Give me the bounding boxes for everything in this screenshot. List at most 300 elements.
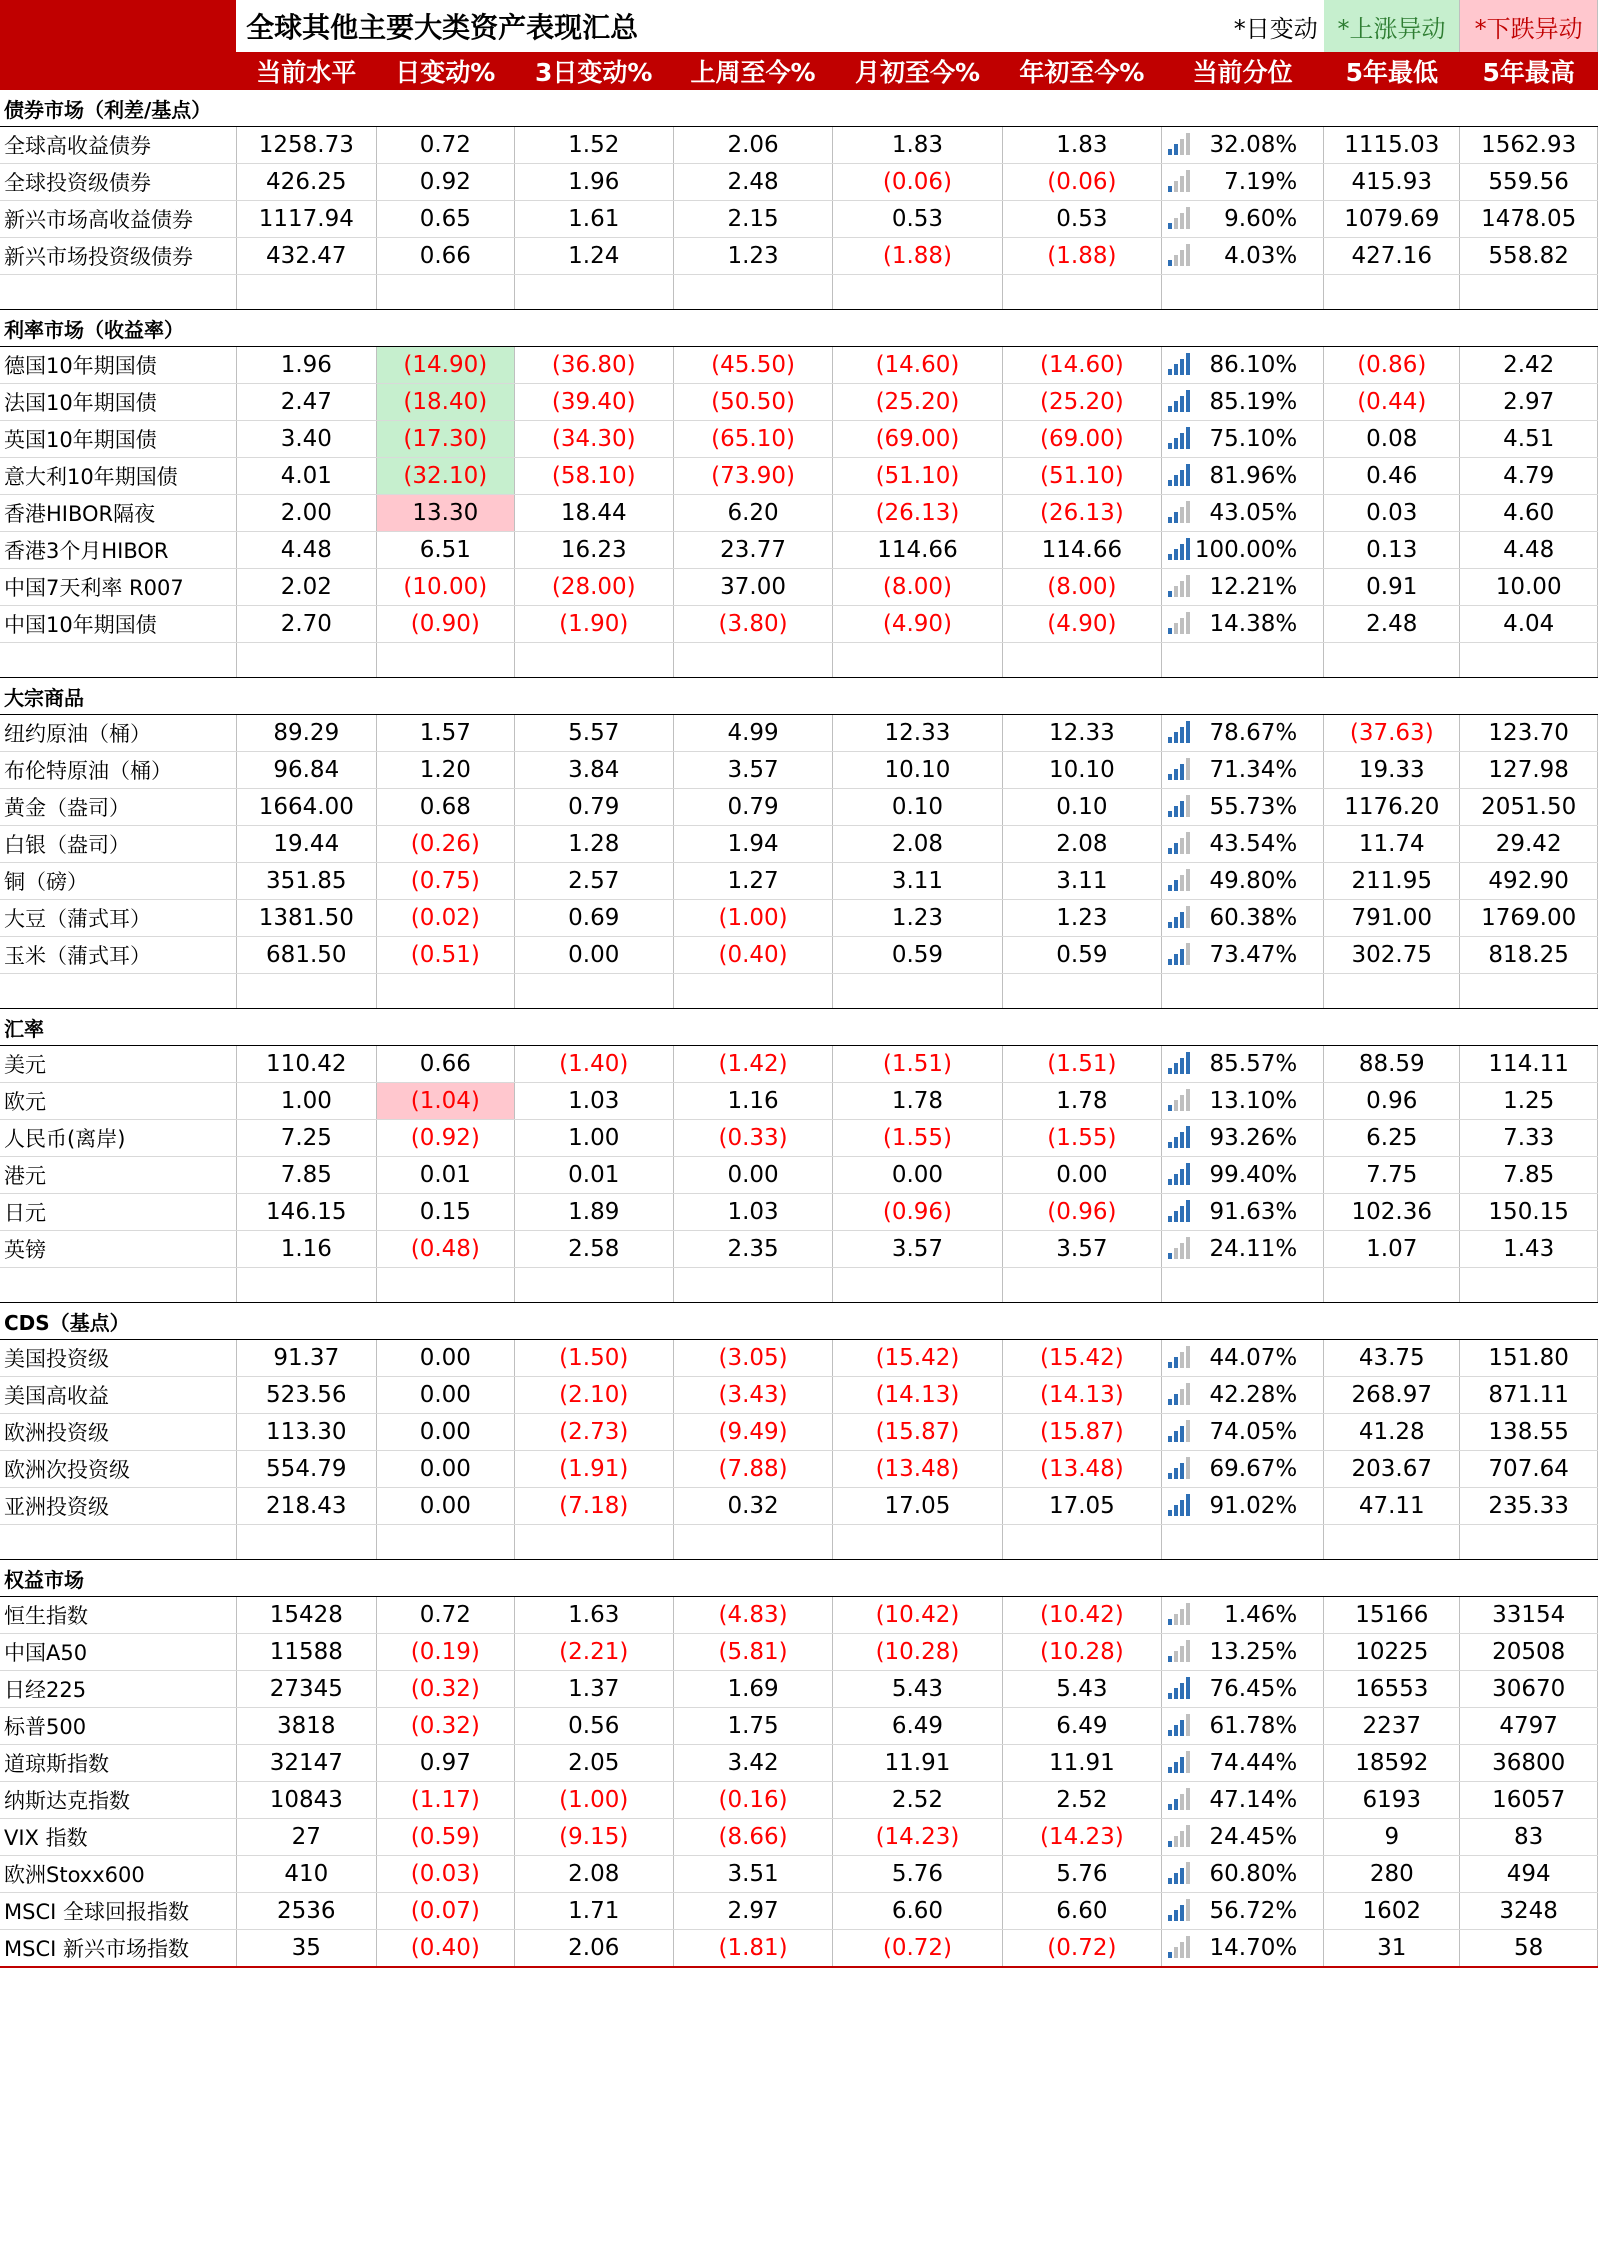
header-day-change: 日变动% (377, 52, 515, 90)
cell-wtd: (5.81) (673, 1634, 832, 1671)
percentile-value: 85.19% (1209, 389, 1298, 415)
cell-current-level: 19.44 (236, 826, 376, 863)
cell-5y-low: 2237 (1324, 1708, 1460, 1745)
cell-3day-change: 0.00 (514, 937, 673, 974)
percentile-value: 60.80% (1209, 1861, 1298, 1887)
cell-ytd: 17.05 (1002, 1488, 1161, 1525)
row-label: 香港HIBOR隔夜 (0, 495, 236, 532)
cell-ytd: 6.60 (1002, 1893, 1161, 1930)
cell-3day-change: 1.28 (514, 826, 673, 863)
cell-current-level: 4.48 (236, 532, 376, 569)
cell-percentile (1162, 1488, 1324, 1525)
percentile-value: 71.34% (1209, 757, 1298, 783)
row-label: 欧洲投资级 (0, 1414, 236, 1451)
percentile-bars-icon (1168, 501, 1190, 523)
legend-up: *上涨异动 (1324, 0, 1460, 52)
cell-day-change: 0.00 (377, 1488, 515, 1525)
cell-mtd: (14.60) (833, 347, 1003, 384)
cell-5y-high: 1478.05 (1460, 201, 1598, 238)
cell-current-level: 1.00 (236, 1083, 376, 1120)
percentile-bars-icon (1168, 1788, 1190, 1810)
table-row (0, 458, 1598, 495)
row-label: 玉米（蒲式耳） (0, 937, 236, 974)
cell-5y-low: 0.08 (1324, 421, 1460, 458)
spacer-cell (1324, 1525, 1460, 1560)
row-label: 美国投资级 (0, 1340, 236, 1377)
percentile-bars-icon (1168, 170, 1190, 192)
percentile-value: 1.46% (1224, 1602, 1298, 1628)
cell-3day-change: 0.79 (514, 789, 673, 826)
table-row (0, 1488, 1598, 1525)
spacer-cell (1460, 974, 1598, 1009)
cell-3day-change: (36.80) (514, 347, 673, 384)
percentile-bars-icon (1168, 1237, 1190, 1259)
cell-current-level: 2.70 (236, 606, 376, 643)
cell-ytd: (15.87) (1002, 1414, 1161, 1451)
cell-mtd: 17.05 (833, 1488, 1003, 1525)
row-label: 欧元 (0, 1083, 236, 1120)
cell-percentile (1162, 1377, 1324, 1414)
cell-mtd: (13.48) (833, 1451, 1003, 1488)
title-accent-cell (0, 0, 236, 52)
cell-wtd: 6.20 (673, 495, 832, 532)
percentile-bars-icon (1168, 244, 1190, 266)
cell-5y-high: 7.85 (1460, 1157, 1598, 1194)
cell-5y-high: 20508 (1460, 1634, 1598, 1671)
percentile-value: 24.45% (1209, 1824, 1298, 1850)
spacer-cell (377, 1525, 515, 1560)
table-row (0, 1819, 1598, 1856)
row-label: 意大利10年期国债 (0, 458, 236, 495)
row-label: 白银（盎司） (0, 826, 236, 863)
cell-percentile (1162, 1083, 1324, 1120)
cell-3day-change: 1.37 (514, 1671, 673, 1708)
table-row (0, 1083, 1598, 1120)
cell-5y-low: 43.75 (1324, 1340, 1460, 1377)
cell-5y-low: 203.67 (1324, 1451, 1460, 1488)
table-row (0, 752, 1598, 789)
table-row (0, 900, 1598, 937)
cell-day-change: 13.30 (377, 495, 515, 532)
cell-ytd: 0.53 (1002, 201, 1161, 238)
cell-mtd: (69.00) (833, 421, 1003, 458)
table-row (0, 127, 1598, 164)
section-title: CDS（基点） (0, 1303, 1598, 1340)
cell-current-level: 3818 (236, 1708, 376, 1745)
cell-5y-high: 123.70 (1460, 715, 1598, 752)
section-header (0, 1009, 1598, 1046)
percentile-value: 99.40% (1209, 1162, 1298, 1188)
cell-current-level: 3.40 (236, 421, 376, 458)
row-label: 道琼斯指数 (0, 1745, 236, 1782)
cell-5y-high: 1.25 (1460, 1083, 1598, 1120)
cell-5y-low: 31 (1324, 1930, 1460, 1968)
cell-current-level: 432.47 (236, 238, 376, 275)
cell-wtd: 2.15 (673, 201, 832, 238)
percentile-bars-icon (1168, 353, 1190, 375)
cell-mtd: 0.59 (833, 937, 1003, 974)
table-row (0, 789, 1598, 826)
cell-percentile (1162, 1046, 1324, 1083)
spacer-cell (0, 974, 236, 1009)
cell-current-level: 110.42 (236, 1046, 376, 1083)
percentile-bars-icon (1168, 1200, 1190, 1222)
percentile-bars-icon (1168, 1677, 1190, 1699)
cell-mtd: (10.28) (833, 1634, 1003, 1671)
cell-ytd: 10.10 (1002, 752, 1161, 789)
cell-mtd: 12.33 (833, 715, 1003, 752)
cell-ytd: 12.33 (1002, 715, 1161, 752)
cell-5y-high: 127.98 (1460, 752, 1598, 789)
cell-current-level: 35 (236, 1930, 376, 1968)
table-row (0, 826, 1598, 863)
cell-current-level: 1258.73 (236, 127, 376, 164)
spacer-cell (673, 974, 832, 1009)
cell-3day-change: (39.40) (514, 384, 673, 421)
percentile-value: 93.26% (1209, 1125, 1298, 1151)
cell-3day-change: 16.23 (514, 532, 673, 569)
cell-ytd: (0.06) (1002, 164, 1161, 201)
percentile-bars-icon (1168, 1383, 1190, 1405)
cell-ytd: 0.59 (1002, 937, 1161, 974)
cell-day-change: (0.90) (377, 606, 515, 643)
spacer-cell (236, 974, 376, 1009)
cell-current-level: 351.85 (236, 863, 376, 900)
cell-day-change: 0.65 (377, 201, 515, 238)
cell-current-level: 2.00 (236, 495, 376, 532)
cell-5y-high: 2.97 (1460, 384, 1598, 421)
section-title: 大宗商品 (0, 678, 1598, 715)
percentile-value: 47.14% (1209, 1787, 1298, 1813)
row-label: 纽约原油（桶） (0, 715, 236, 752)
percentile-bars-icon (1168, 207, 1190, 229)
percentile-value: 4.03% (1224, 243, 1298, 269)
cell-wtd: 1.75 (673, 1708, 832, 1745)
percentile-bars-icon (1168, 721, 1190, 743)
cell-5y-low: 0.03 (1324, 495, 1460, 532)
cell-mtd: (1.88) (833, 238, 1003, 275)
table-row (0, 937, 1598, 974)
cell-wtd: 0.79 (673, 789, 832, 826)
row-label: 日元 (0, 1194, 236, 1231)
percentile-value: 78.67% (1209, 720, 1298, 746)
percentile-value: 7.19% (1224, 169, 1298, 195)
table-row (0, 495, 1598, 532)
spacer-cell (0, 1525, 236, 1560)
cell-ytd: 0.10 (1002, 789, 1161, 826)
cell-wtd: (7.88) (673, 1451, 832, 1488)
percentile-bars-icon (1168, 612, 1190, 634)
cell-5y-low: 6.25 (1324, 1120, 1460, 1157)
cell-ytd: (0.96) (1002, 1194, 1161, 1231)
percentile-value: 91.02% (1209, 1493, 1298, 1519)
percentile-bars-icon (1168, 906, 1190, 928)
cell-day-change: (18.40) (377, 384, 515, 421)
cell-current-level: 27 (236, 1819, 376, 1856)
cell-day-change: (14.90) (377, 347, 515, 384)
cell-mtd: (26.13) (833, 495, 1003, 532)
cell-5y-high: 4.51 (1460, 421, 1598, 458)
table-row (0, 606, 1598, 643)
cell-3day-change: 2.05 (514, 1745, 673, 1782)
percentile-bars-icon (1168, 1163, 1190, 1185)
cell-5y-high: 150.15 (1460, 1194, 1598, 1231)
cell-percentile (1162, 900, 1324, 937)
cell-3day-change: (2.73) (514, 1414, 673, 1451)
percentile-value: 100.00% (1194, 537, 1298, 563)
cell-wtd: (1.00) (673, 900, 832, 937)
row-label: 全球高收益债券 (0, 127, 236, 164)
cell-day-change: (0.02) (377, 900, 515, 937)
row-label: 恒生指数 (0, 1597, 236, 1634)
percentile-value: 69.67% (1209, 1456, 1298, 1482)
spacer-cell (833, 1525, 1003, 1560)
cell-percentile (1162, 1782, 1324, 1819)
cell-percentile (1162, 715, 1324, 752)
cell-5y-low: 10225 (1324, 1634, 1460, 1671)
table-row (0, 421, 1598, 458)
spacer-cell (1002, 974, 1161, 1009)
cell-wtd: 2.06 (673, 127, 832, 164)
spacer-cell (1162, 1268, 1324, 1303)
percentile-bars-icon (1168, 1457, 1190, 1479)
cell-5y-high: 707.64 (1460, 1451, 1598, 1488)
cell-mtd: (0.72) (833, 1930, 1003, 1968)
cell-5y-low: 9 (1324, 1819, 1460, 1856)
spacer-cell (1002, 1268, 1161, 1303)
cell-5y-low: 0.96 (1324, 1083, 1460, 1120)
cell-wtd: 37.00 (673, 569, 832, 606)
column-header-row (0, 52, 1598, 90)
cell-wtd: 1.69 (673, 1671, 832, 1708)
row-label: 中国10年期国债 (0, 606, 236, 643)
cell-current-level: 11588 (236, 1634, 376, 1671)
cell-3day-change: (28.00) (514, 569, 673, 606)
cell-5y-low: 1602 (1324, 1893, 1460, 1930)
table-row (0, 384, 1598, 421)
spacer-cell (236, 1525, 376, 1560)
cell-percentile (1162, 1157, 1324, 1194)
cell-mtd: (51.10) (833, 458, 1003, 495)
table-row (0, 1120, 1598, 1157)
cell-percentile (1162, 1597, 1324, 1634)
cell-wtd: (3.80) (673, 606, 832, 643)
cell-percentile (1162, 826, 1324, 863)
table-row (0, 238, 1598, 275)
percentile-value: 43.54% (1209, 831, 1298, 857)
section-header (0, 90, 1598, 127)
spacer-cell (1162, 643, 1324, 678)
spacer-cell (1162, 275, 1324, 310)
cell-current-level: 554.79 (236, 1451, 376, 1488)
cell-ytd: (51.10) (1002, 458, 1161, 495)
cell-3day-change: (2.21) (514, 1634, 673, 1671)
table-row (0, 1231, 1598, 1268)
cell-day-change: (1.17) (377, 1782, 515, 1819)
cell-5y-high: 36800 (1460, 1745, 1598, 1782)
cell-ytd: 1.23 (1002, 900, 1161, 937)
cell-5y-low: 0.13 (1324, 532, 1460, 569)
cell-5y-high: 558.82 (1460, 238, 1598, 275)
percentile-value: 14.70% (1209, 1935, 1298, 1961)
section-spacer (0, 643, 1598, 678)
cell-current-level: 113.30 (236, 1414, 376, 1451)
cell-percentile (1162, 1231, 1324, 1268)
cell-current-level: 410 (236, 1856, 376, 1893)
row-label: 法国10年期国债 (0, 384, 236, 421)
cell-5y-high: 30670 (1460, 1671, 1598, 1708)
cell-ytd: 114.66 (1002, 532, 1161, 569)
row-label: VIX 指数 (0, 1819, 236, 1856)
cell-day-change: (1.04) (377, 1083, 515, 1120)
spacer-cell (377, 1268, 515, 1303)
cell-day-change: (0.32) (377, 1708, 515, 1745)
spacer-cell (236, 1268, 376, 1303)
cell-percentile (1162, 789, 1324, 826)
header-corner (0, 52, 236, 90)
percentile-bars-icon (1168, 1494, 1190, 1516)
cell-ytd: (10.28) (1002, 1634, 1161, 1671)
table-row (0, 1157, 1598, 1194)
title-row (0, 0, 1598, 52)
cell-3day-change: (1.90) (514, 606, 673, 643)
percentile-value: 74.44% (1209, 1750, 1298, 1776)
spacer-cell (1460, 1525, 1598, 1560)
cell-wtd: 0.00 (673, 1157, 832, 1194)
spacer-cell (673, 275, 832, 310)
row-label: 黄金（盎司） (0, 789, 236, 826)
cell-percentile (1162, 458, 1324, 495)
cell-current-level: 2536 (236, 1893, 376, 1930)
cell-mtd: 6.49 (833, 1708, 1003, 1745)
spacer-cell (673, 1525, 832, 1560)
cell-wtd: 3.51 (673, 1856, 832, 1893)
cell-current-level: 89.29 (236, 715, 376, 752)
cell-5y-low: 0.91 (1324, 569, 1460, 606)
cell-percentile (1162, 1893, 1324, 1930)
cell-3day-change: 1.89 (514, 1194, 673, 1231)
table-row (0, 1671, 1598, 1708)
cell-day-change: (17.30) (377, 421, 515, 458)
cell-percentile (1162, 201, 1324, 238)
cell-5y-low: 18592 (1324, 1745, 1460, 1782)
cell-wtd: 3.42 (673, 1745, 832, 1782)
cell-5y-low: (0.86) (1324, 347, 1460, 384)
table-row (0, 1597, 1598, 1634)
cell-3day-change: (1.50) (514, 1340, 673, 1377)
cell-percentile (1162, 1819, 1324, 1856)
percentile-value: 85.57% (1209, 1051, 1298, 1077)
cell-ytd: (1.88) (1002, 238, 1161, 275)
cell-wtd: (3.05) (673, 1340, 832, 1377)
spacer-cell (377, 275, 515, 310)
cell-mtd: (8.00) (833, 569, 1003, 606)
table-row (0, 532, 1598, 569)
percentile-bars-icon (1168, 538, 1190, 560)
legend-down: *下跌异动 (1460, 0, 1598, 52)
cell-current-level: 4.01 (236, 458, 376, 495)
cell-3day-change: 1.63 (514, 1597, 673, 1634)
cell-5y-high: 2.42 (1460, 347, 1598, 384)
page-title: 全球其他主要大类资产表现汇总 (246, 11, 639, 44)
cell-percentile (1162, 532, 1324, 569)
cell-percentile (1162, 421, 1324, 458)
cell-current-level: 27345 (236, 1671, 376, 1708)
cell-wtd: (50.50) (673, 384, 832, 421)
cell-ytd: (26.13) (1002, 495, 1161, 532)
cell-mtd: 1.78 (833, 1083, 1003, 1120)
cell-percentile (1162, 1414, 1324, 1451)
cell-day-change: (0.07) (377, 1893, 515, 1930)
cell-3day-change: 2.08 (514, 1856, 673, 1893)
row-label: 大豆（蒲式耳） (0, 900, 236, 937)
row-label: 港元 (0, 1157, 236, 1194)
cell-current-level: 1381.50 (236, 900, 376, 937)
section-header (0, 310, 1598, 347)
cell-percentile (1162, 1451, 1324, 1488)
cell-3day-change: 3.84 (514, 752, 673, 789)
cell-day-change: (0.32) (377, 1671, 515, 1708)
section-title: 权益市场 (0, 1560, 1598, 1597)
cell-wtd: (73.90) (673, 458, 832, 495)
percentile-value: 42.28% (1209, 1382, 1298, 1408)
cell-wtd: (65.10) (673, 421, 832, 458)
legend-day: *日变动 (1233, 14, 1318, 43)
cell-mtd: (0.06) (833, 164, 1003, 201)
percentile-bars-icon (1168, 1420, 1190, 1442)
spacer-cell (1002, 1525, 1161, 1560)
cell-mtd: 1.83 (833, 127, 1003, 164)
cell-ytd: 1.78 (1002, 1083, 1161, 1120)
percentile-bars-icon (1168, 832, 1190, 854)
cell-ytd: (15.42) (1002, 1340, 1161, 1377)
cell-wtd: 1.27 (673, 863, 832, 900)
cell-day-change: (0.59) (377, 1819, 515, 1856)
percentile-value: 91.63% (1209, 1199, 1298, 1225)
cell-current-level: 218.43 (236, 1488, 376, 1525)
row-label: 新兴市场投资级债券 (0, 238, 236, 275)
cell-5y-low: 1079.69 (1324, 201, 1460, 238)
cell-5y-high: 4.79 (1460, 458, 1598, 495)
percentile-bars-icon (1168, 575, 1190, 597)
table-row (0, 569, 1598, 606)
cell-3day-change: (1.00) (514, 1782, 673, 1819)
cell-5y-low: 2.48 (1324, 606, 1460, 643)
table-row (0, 164, 1598, 201)
cell-5y-high: 7.33 (1460, 1120, 1598, 1157)
cell-current-level: 146.15 (236, 1194, 376, 1231)
cell-5y-high: 58 (1460, 1930, 1598, 1968)
cell-ytd: (25.20) (1002, 384, 1161, 421)
cell-3day-change: (9.15) (514, 1819, 673, 1856)
cell-current-level: 91.37 (236, 1340, 376, 1377)
cell-percentile (1162, 1930, 1324, 1968)
percentile-bars-icon (1168, 427, 1190, 449)
cell-3day-change: 0.69 (514, 900, 673, 937)
table-row (0, 1782, 1598, 1819)
section-header (0, 1560, 1598, 1597)
cell-5y-low: 427.16 (1324, 238, 1460, 275)
cell-mtd: 3.57 (833, 1231, 1003, 1268)
percentile-bars-icon (1168, 1126, 1190, 1148)
table-row (0, 1708, 1598, 1745)
empty-title-cell (1002, 0, 1161, 52)
cell-5y-low: 47.11 (1324, 1488, 1460, 1525)
cell-day-change: 0.66 (377, 238, 515, 275)
table-row (0, 1930, 1598, 1968)
spacer-cell (833, 1268, 1003, 1303)
cell-wtd: 1.94 (673, 826, 832, 863)
